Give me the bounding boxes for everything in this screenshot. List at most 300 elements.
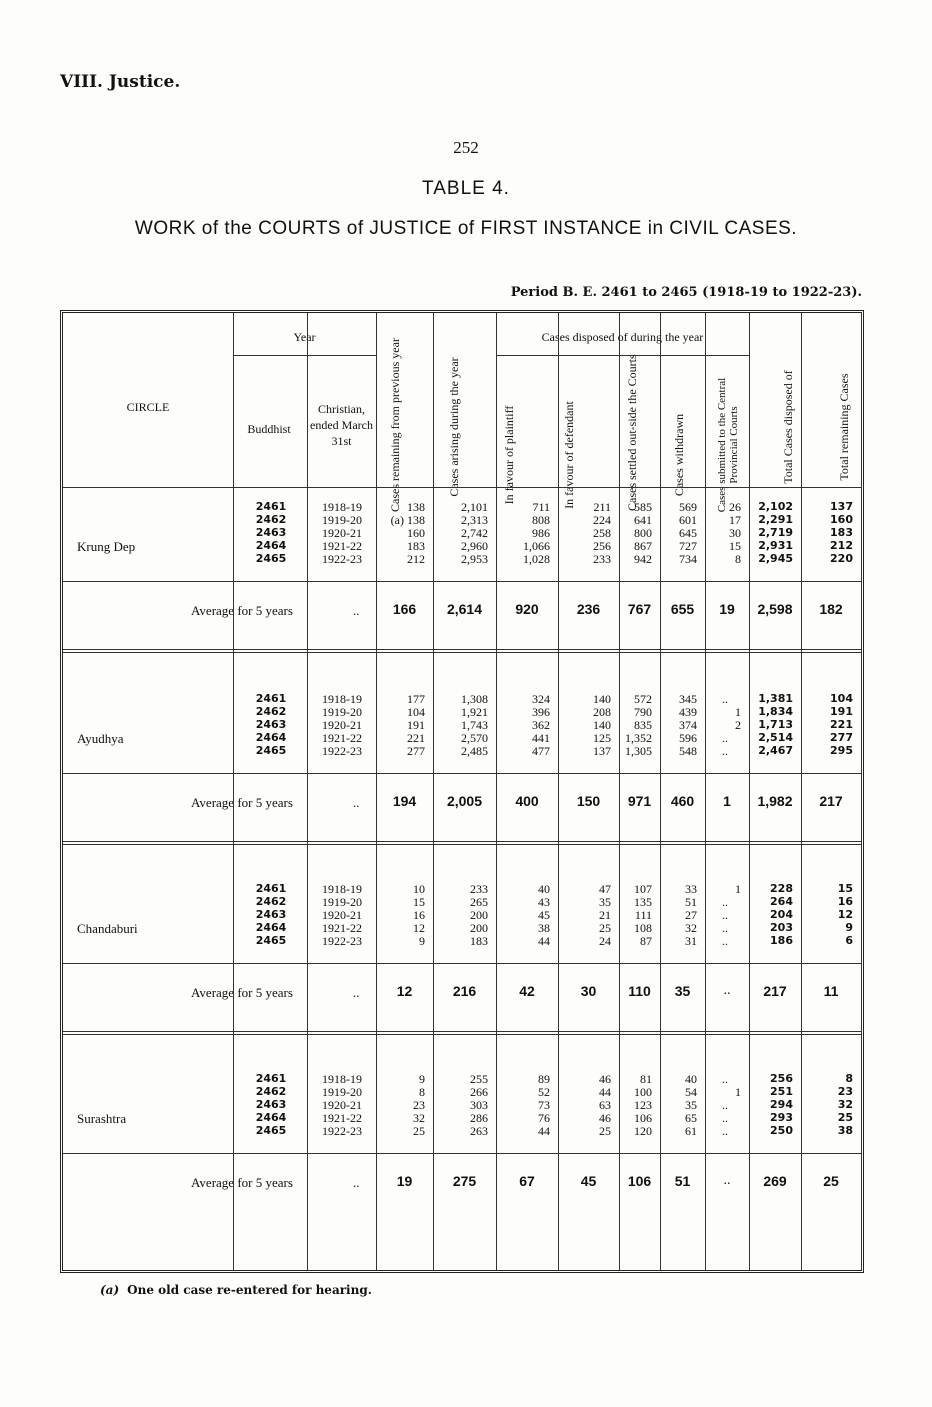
christian-year: 1920-21 (322, 1098, 362, 1112)
average-df: 45 (580, 1173, 597, 1189)
cell-pl: 396 (532, 705, 550, 719)
cell-wd: 40 (685, 1072, 697, 1086)
cell-td: 2,719 (758, 526, 793, 539)
cell-st: 123 (634, 1098, 652, 1112)
buddhist-year: 2465 (255, 552, 287, 565)
cell-arise: 200 (470, 921, 488, 935)
cell-td: 294 (770, 1098, 793, 1111)
average-label: Average for 5 years (191, 1175, 293, 1190)
row-rule (63, 841, 861, 845)
buddhist-year: 2464 (255, 731, 287, 744)
cell-df: 211 (593, 500, 611, 514)
cell-arise: 1,921 (461, 705, 488, 719)
average-td: 217 (763, 983, 787, 999)
column-rule (801, 313, 802, 1270)
cell-df: 25 (599, 1124, 611, 1138)
cell-st: 108 (634, 921, 652, 935)
header-buddhist: Buddhist (247, 422, 291, 436)
column-rule (433, 313, 434, 1270)
cell-td: 251 (770, 1085, 793, 1098)
cell-prev: 138 (407, 500, 425, 514)
cell-td: 2,931 (758, 539, 793, 552)
cell-wd: 54 (685, 1085, 697, 1099)
christian-year: 1922-23 (322, 1124, 362, 1138)
average-pl: 42 (519, 983, 535, 999)
cell-prev: 32 (413, 1111, 425, 1125)
cell-tr: 212 (830, 539, 853, 552)
cell-st: 641 (634, 513, 652, 527)
cell-pl: 43 (538, 895, 550, 909)
cell-td: 256 (770, 1072, 793, 1085)
cell-prev: 277 (407, 744, 425, 758)
cell-st: 942 (634, 552, 652, 566)
cell-wd: 569 (679, 500, 697, 514)
cell-st: 111 (634, 908, 652, 922)
cell-tr: 15 (837, 882, 853, 895)
cell-tr: 25 (837, 1111, 853, 1124)
buddhist-year: 2461 (255, 882, 287, 895)
cell-prev: 15 (413, 895, 425, 909)
column-rule (496, 313, 497, 1270)
christian-year: 1919-20 (322, 895, 362, 909)
buddhist-year: 2463 (255, 908, 287, 921)
cell-st: 100 (634, 1085, 652, 1099)
row-rule (63, 963, 861, 964)
cell-df: 208 (593, 705, 611, 719)
christian-year: 1920-21 (322, 526, 362, 540)
cell-arise: 265 (470, 895, 488, 909)
cell-wd: 596 (679, 731, 697, 745)
cell-prev: 25 (413, 1124, 425, 1138)
cell-st: 106 (634, 1111, 652, 1125)
cell-pl: 441 (532, 731, 550, 745)
average-st: 971 (627, 793, 652, 809)
cell-sb: 8 (735, 552, 741, 566)
cell-df: 25 (599, 921, 611, 935)
cell-pl: 986 (532, 526, 550, 540)
section-heading: VIII. Justice. (60, 72, 181, 92)
cell-df: 140 (593, 692, 611, 706)
average-wd: 655 (670, 601, 695, 617)
cell-sb: .. (722, 1111, 728, 1125)
circle-name: Chandaburi (77, 921, 138, 936)
cell-td: 228 (770, 882, 793, 895)
cell-sb: 1 (735, 882, 741, 896)
cell-tr: 16 (837, 895, 853, 908)
header-arising: Cases arising during the year (447, 357, 461, 497)
cell-wd: 345 (679, 692, 697, 706)
circle-name: Krung Dep (77, 539, 136, 554)
average-prev: 12 (396, 983, 413, 999)
cell-arise: 183 (470, 934, 488, 948)
average-arise: 216 (452, 983, 477, 999)
column-rule (861, 313, 862, 1270)
cell-sb: 26 (729, 500, 741, 514)
column-rule (619, 313, 620, 1270)
buddhist-year: 2463 (255, 718, 287, 731)
average-td: 2,598 (757, 601, 793, 617)
header-withdrawn: Cases withdrawn (672, 413, 686, 497)
row-rule (63, 487, 861, 488)
buddhist-year: 2464 (255, 1111, 287, 1124)
cell-wd: 33 (685, 882, 697, 896)
header-defendant: In favour of defendant (562, 401, 576, 509)
cell-td: 2,102 (758, 500, 793, 513)
cell-sb: .. (722, 921, 728, 935)
justice-table (60, 310, 864, 1273)
row-rule (63, 1153, 861, 1154)
cell-sb: .. (722, 731, 728, 745)
cell-pl: 89 (538, 1072, 550, 1086)
cell-wd: 374 (679, 718, 697, 732)
average-label: Average for 5 years (191, 985, 293, 1000)
cell-prev: 9 (419, 1072, 425, 1086)
cell-arise: 1,743 (461, 718, 488, 732)
cell-arise: 255 (470, 1072, 488, 1086)
christian-year: 1921-22 (322, 539, 362, 553)
average-dots: .. (353, 603, 360, 618)
cell-arise: 1,308 (461, 692, 488, 706)
cell-st: 800 (634, 526, 652, 540)
christian-year: 1918-19 (322, 1072, 362, 1086)
cell-arise: 2,742 (461, 526, 488, 540)
cell-tr: 23 (837, 1085, 853, 1098)
cell-td: 1,381 (758, 692, 793, 705)
cell-arise: 2,313 (461, 513, 488, 527)
cell-df: 47 (599, 882, 611, 896)
cell-st: 120 (634, 1124, 652, 1138)
cell-arise: 263 (470, 1124, 488, 1138)
cell-pl: 1,066 (523, 539, 550, 553)
column-rule (749, 313, 750, 1270)
cell-arise: 2,570 (461, 731, 488, 745)
cell-prev: (a) 138 (390, 513, 425, 527)
average-tr: 25 (823, 1173, 839, 1189)
footnote-marker: (a) (100, 1283, 120, 1297)
average-dots: .. (353, 1175, 360, 1190)
period-caption: Period B. E. 2461 to 2465 (1918-19 to 1922-23). (510, 285, 862, 300)
cell-td: 186 (770, 934, 793, 947)
cell-df: 46 (599, 1072, 611, 1086)
row-rule (63, 1031, 861, 1035)
cell-arise: 233 (470, 882, 488, 896)
cell-sb: .. (722, 744, 728, 758)
cell-pl: 477 (532, 744, 550, 758)
average-df: 30 (580, 983, 597, 999)
cell-df: 224 (593, 513, 611, 527)
buddhist-year: 2461 (255, 500, 287, 513)
cell-arise: 2,953 (461, 552, 488, 566)
cell-sb: 17 (729, 513, 741, 527)
header-circle: CIRCLE (126, 400, 170, 414)
cell-td: 2,291 (758, 513, 793, 526)
row-rule (63, 581, 861, 582)
average-tr: 11 (823, 983, 839, 999)
cell-pl: 362 (532, 718, 550, 732)
average-prev: 194 (392, 793, 417, 809)
cell-td: 1,713 (758, 718, 793, 731)
cell-td: 2,514 (758, 731, 793, 744)
christian-year: 1919-20 (322, 705, 362, 719)
cell-prev: 23 (413, 1098, 425, 1112)
header-remaining-prev: Cases remaining from previous year (388, 338, 402, 512)
cell-wd: 439 (679, 705, 697, 719)
cell-df: 63 (599, 1098, 611, 1112)
average-arise: 2,005 (446, 793, 483, 809)
cell-sb: 1 (735, 1085, 741, 1099)
header-disposed-group: Cases disposed of during the year (541, 330, 704, 344)
header-total-remaining: Total remaining Cases (837, 373, 851, 481)
header-plaintiff: In favour of plaintiff (502, 405, 516, 505)
cell-df: 21 (599, 908, 611, 922)
cell-pl: 44 (538, 934, 550, 948)
cell-tr: 160 (830, 513, 853, 526)
cell-sb: 15 (729, 539, 741, 553)
average-sb: 1 (723, 793, 731, 809)
cell-pl: 44 (538, 1124, 550, 1138)
cell-tr: 183 (830, 526, 853, 539)
buddhist-year: 2461 (255, 1072, 287, 1085)
cell-st: 135 (634, 895, 652, 909)
cell-td: 264 (770, 895, 793, 908)
cell-df: 46 (599, 1111, 611, 1125)
average-st: 106 (627, 1173, 652, 1189)
cell-wd: 32 (685, 921, 697, 935)
average-st: 767 (627, 601, 652, 617)
cell-tr: 277 (830, 731, 853, 744)
cell-df: 35 (599, 895, 611, 909)
average-label: Average for 5 years (191, 603, 293, 618)
cell-tr: 137 (830, 500, 853, 513)
cell-tr: 12 (837, 908, 853, 921)
cell-sb: 30 (729, 526, 741, 540)
average-sb: .. (723, 983, 731, 998)
cell-st: 572 (634, 692, 652, 706)
cell-sb: .. (722, 908, 728, 922)
cell-st: 81 (640, 1072, 652, 1086)
cell-pl: 324 (532, 692, 550, 706)
average-st: 110 (628, 983, 651, 999)
header-total-disposed: Total Cases disposed of (781, 370, 795, 484)
cell-df: 233 (593, 552, 611, 566)
cell-prev: 191 (407, 718, 425, 732)
cell-pl: 40 (538, 882, 550, 896)
average-arise: 275 (452, 1173, 477, 1189)
cell-wd: 61 (685, 1124, 697, 1138)
cell-prev: 12 (413, 921, 425, 935)
circle-name: Surashtra (77, 1111, 127, 1126)
cell-pl: 808 (532, 513, 550, 527)
cell-wd: 601 (679, 513, 697, 527)
cell-df: 258 (593, 526, 611, 540)
cell-pl: 1,028 (523, 552, 550, 566)
buddhist-year: 2463 (255, 1098, 287, 1111)
average-pl: 920 (515, 601, 539, 617)
average-dots: .. (353, 795, 360, 810)
average-tr: 182 (819, 601, 843, 617)
cell-prev: 221 (407, 731, 425, 745)
cell-arise: 2,485 (461, 744, 488, 758)
christian-year: 1922-23 (322, 552, 362, 566)
cell-td: 250 (770, 1124, 793, 1137)
christian-year: 1918-19 (322, 692, 362, 706)
cell-pl: 38 (538, 921, 550, 935)
cell-st: 107 (634, 882, 652, 896)
christian-year: 1920-21 (322, 718, 362, 732)
christian-year: 1922-23 (322, 744, 362, 758)
christian-year: 1918-19 (322, 882, 362, 896)
buddhist-year: 2465 (255, 934, 287, 947)
christian-year: 1918-19 (322, 500, 362, 514)
column-rule (705, 313, 706, 1270)
cell-st: 790 (634, 705, 652, 719)
column-rule (558, 313, 559, 1270)
cell-wd: 27 (685, 908, 697, 922)
cell-st: 867 (634, 539, 652, 553)
christian-year: 1919-20 (322, 513, 362, 527)
average-wd: 51 (674, 1173, 691, 1189)
cell-sb: .. (722, 1098, 728, 1112)
cell-sb: .. (722, 1124, 728, 1138)
cell-df: 125 (593, 731, 611, 745)
cell-td: 1,834 (758, 705, 793, 718)
cell-wd: 31 (685, 934, 697, 948)
cell-sb: 2 (735, 718, 741, 732)
average-label: Average for 5 years (191, 795, 293, 810)
cell-tr: 221 (830, 718, 853, 731)
column-rule (307, 355, 308, 487)
cell-wd: 548 (679, 744, 697, 758)
row-rule (63, 649, 861, 653)
average-wd: 460 (670, 793, 695, 809)
average-arise: 2,614 (446, 601, 483, 617)
average-td: 1,982 (757, 793, 793, 809)
cell-tr: 220 (830, 552, 853, 565)
cell-pl: 73 (538, 1098, 550, 1112)
buddhist-year: 2465 (255, 744, 287, 757)
buddhist-year: 2463 (255, 526, 287, 539)
cell-prev: 160 (407, 526, 425, 540)
cell-st: 585 (634, 500, 652, 514)
cell-tr: 104 (830, 692, 853, 705)
cell-arise: 286 (470, 1111, 488, 1125)
cell-tr: 8 (845, 1072, 853, 1085)
cell-td: 203 (770, 921, 793, 934)
cell-df: 137 (593, 744, 611, 758)
cell-prev: 10 (413, 882, 425, 896)
column-rule (660, 313, 661, 1270)
cell-wd: 645 (679, 526, 697, 540)
cell-wd: 727 (679, 539, 697, 553)
cell-st: 835 (634, 718, 652, 732)
footnote-text: One old case re-entered for hearing. (127, 1283, 372, 1297)
cell-st: 1,352 (625, 731, 652, 745)
average-prev: 19 (396, 1173, 413, 1189)
table-number: TABLE 4. (422, 178, 510, 199)
cell-pl: 45 (538, 908, 550, 922)
buddhist-year: 2462 (255, 1085, 287, 1098)
average-df: 236 (576, 601, 601, 617)
cell-prev: 212 (407, 552, 425, 566)
cell-wd: 51 (685, 895, 697, 909)
column-rule (233, 313, 234, 1270)
average-prev: 166 (392, 601, 417, 617)
christian-year: 1922-23 (322, 934, 362, 948)
cell-prev: 9 (419, 934, 425, 948)
cell-arise: 303 (470, 1098, 488, 1112)
cell-td: 2,467 (758, 744, 793, 757)
cell-pl: 76 (538, 1111, 550, 1125)
cell-sb: .. (722, 934, 728, 948)
cell-wd: 35 (685, 1098, 697, 1112)
average-wd: 35 (674, 983, 691, 999)
cell-df: 24 (599, 934, 611, 948)
row-rule (63, 773, 861, 774)
cell-prev: 104 (407, 705, 425, 719)
cell-prev: 177 (407, 692, 425, 706)
cell-st: 1,305 (625, 744, 652, 758)
cell-tr: 295 (830, 744, 853, 757)
cell-tr: 191 (830, 705, 853, 718)
average-df: 150 (576, 793, 601, 809)
column-rule (376, 313, 377, 1270)
average-pl: 67 (519, 1173, 535, 1189)
header-submitted: Cases submitted to the Central Provincial Courts (716, 377, 740, 513)
header-year: Year (293, 330, 316, 344)
cell-pl: 52 (538, 1085, 550, 1099)
cell-wd: 734 (679, 552, 697, 566)
cell-arise: 2,101 (461, 500, 488, 514)
row-rule (233, 355, 376, 356)
cell-tr: 38 (837, 1124, 853, 1137)
average-dots: .. (353, 985, 360, 1000)
christian-year: 1921-22 (322, 921, 362, 935)
cell-sb: .. (722, 692, 728, 706)
christian-year: 1921-22 (322, 731, 362, 745)
cell-td: 2,945 (758, 552, 793, 565)
footnote (100, 1283, 372, 1297)
cell-st: 87 (640, 934, 652, 948)
cell-arise: 200 (470, 908, 488, 922)
average-tr: 217 (819, 793, 843, 809)
cell-pl: 711 (532, 500, 550, 514)
page-number: 252 (453, 138, 479, 157)
circle-name: Ayudhya (77, 731, 124, 746)
christian-year: 1919-20 (322, 1085, 362, 1099)
cell-sb: .. (722, 1072, 728, 1086)
buddhist-year: 2465 (255, 1124, 287, 1137)
cell-td: 293 (770, 1111, 793, 1124)
cell-df: 256 (593, 539, 611, 553)
cell-sb: .. (722, 895, 728, 909)
table-title: WORK of the COURTS of JUSTICE of FIRST INSTANCE in CIVIL CASES. (134, 218, 798, 239)
cell-wd: 65 (685, 1111, 697, 1125)
cell-df: 140 (593, 718, 611, 732)
buddhist-year: 2464 (255, 921, 287, 934)
cell-arise: 2,960 (461, 539, 488, 553)
buddhist-year: 2462 (255, 895, 287, 908)
average-sb: .. (723, 1173, 731, 1188)
cell-sb: 1 (735, 705, 741, 719)
header-settled: Cases settled out-side the Courts (625, 354, 639, 511)
row-rule (496, 355, 749, 356)
cell-tr: 32 (837, 1098, 853, 1111)
cell-tr: 6 (845, 934, 853, 947)
header-christian: Christian, ended March 31st (310, 402, 373, 448)
buddhist-year: 2462 (255, 705, 287, 718)
cell-arise: 266 (470, 1085, 488, 1099)
buddhist-year: 2464 (255, 539, 287, 552)
